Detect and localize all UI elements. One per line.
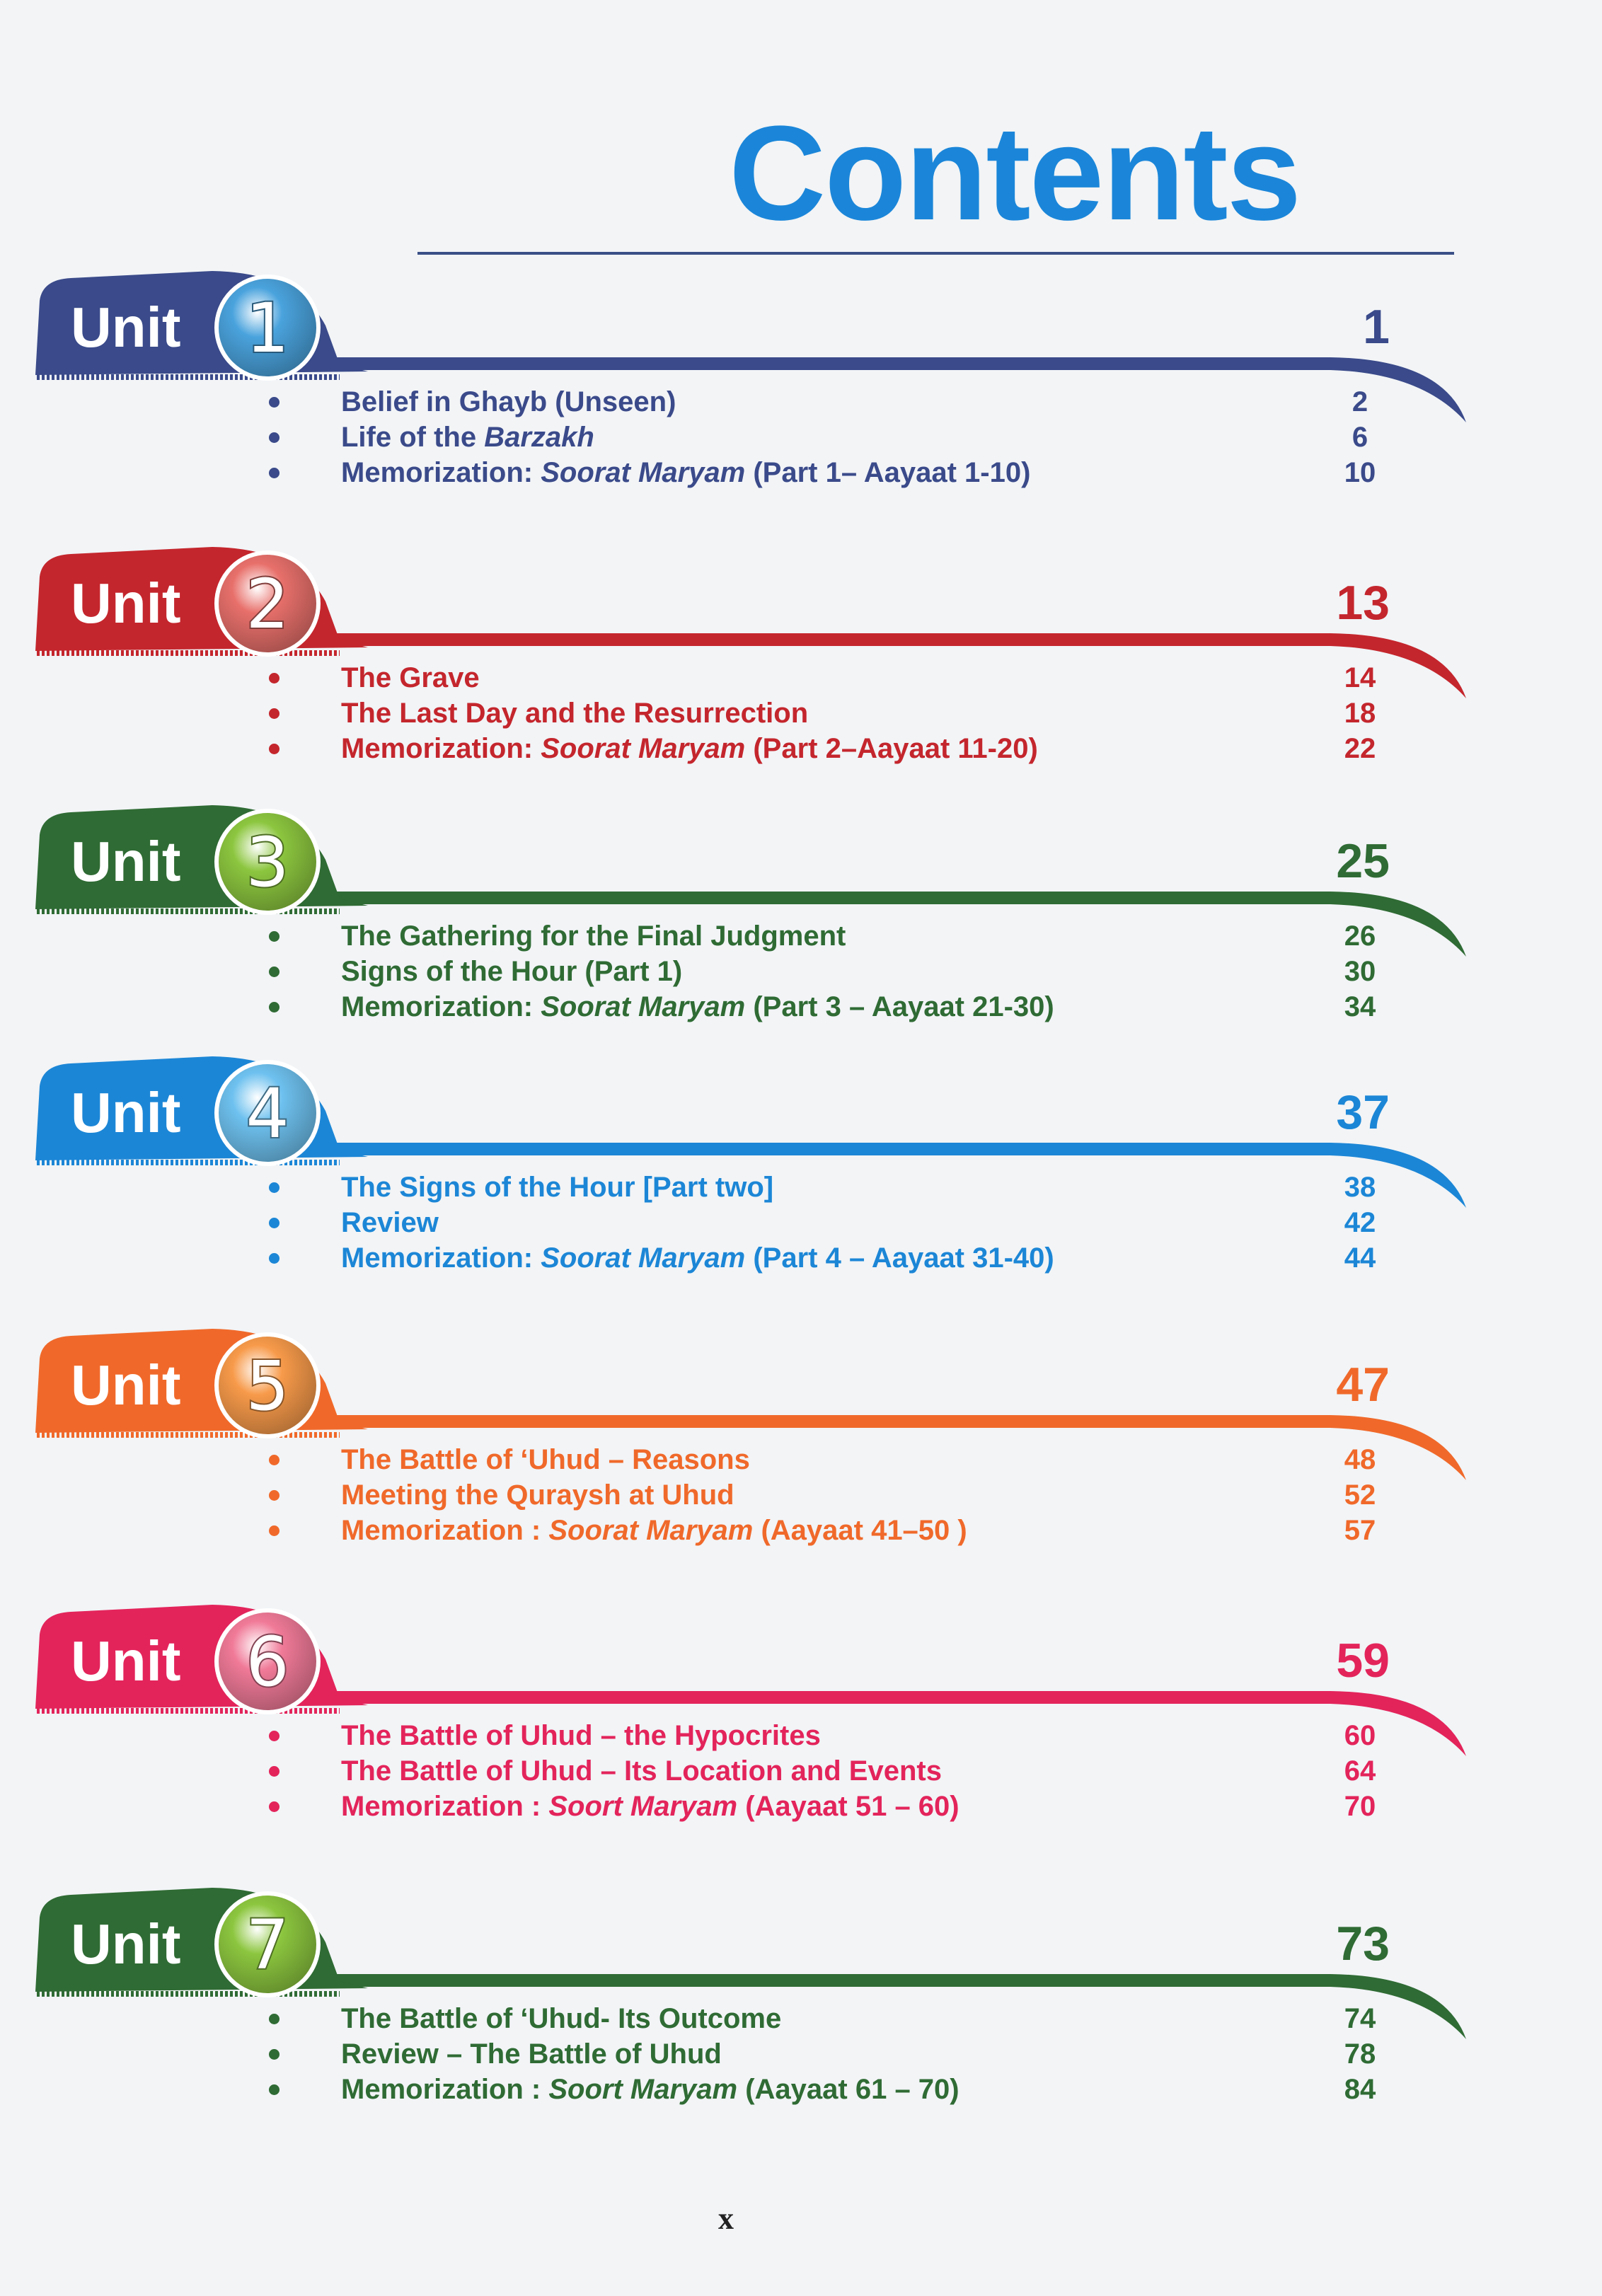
topic-title	[341, 1718, 821, 1753]
topic-title	[341, 954, 682, 989]
topic-item	[269, 1789, 1472, 1824]
bullet-icon	[269, 1182, 280, 1193]
topic-page: 74	[1344, 2003, 1376, 2034]
bullet-icon	[269, 1002, 280, 1013]
unit-number: 4	[246, 1074, 289, 1153]
topic-page: 84	[1344, 2074, 1376, 2105]
topic-page: 48	[1344, 1444, 1376, 1475]
topic-page: 60	[1344, 1720, 1376, 1751]
topic-page: 22	[1344, 733, 1376, 764]
topic-page: 78	[1344, 2038, 1376, 2070]
topic-page: 10	[1344, 457, 1376, 488]
bullet-icon	[269, 2049, 280, 2060]
topic-title-part: Review – The Battle of Uhud	[341, 2038, 722, 2070]
unit-start-page: 13	[1336, 576, 1390, 630]
unit-block	[0, 1875, 1602, 2144]
unit-label: Unit	[71, 1913, 181, 1975]
topic-title-part: Review	[341, 1207, 439, 1238]
topic-title	[341, 918, 846, 954]
topic-title-part: (Part 3 – Aayaat 21-30)	[745, 991, 1054, 1022]
topic-title	[341, 1789, 960, 1824]
topic-item	[269, 1442, 1472, 1477]
unit-topic-list	[269, 660, 1472, 766]
topic-title	[341, 1477, 734, 1513]
unit-start-page: 47	[1336, 1358, 1390, 1412]
unit-number: 6	[246, 1622, 289, 1702]
bullet-icon	[269, 744, 280, 754]
unit-label: Unit	[71, 1081, 181, 1144]
unit-topic-list	[269, 918, 1472, 1025]
topic-page: 26	[1344, 921, 1376, 952]
topic-title-italic: Soorat Maryam	[548, 1515, 754, 1546]
topic-title	[341, 1205, 439, 1240]
topic-page: 64	[1344, 1755, 1376, 1787]
topic-page: 44	[1344, 1242, 1376, 1274]
unit-label: Unit	[71, 296, 181, 359]
unit-block	[0, 1044, 1602, 1313]
topic-item	[269, 2001, 1472, 2036]
unit-label: Unit	[71, 572, 181, 635]
unit-block	[0, 1592, 1602, 1861]
bullet-icon	[269, 673, 280, 683]
topic-page: 14	[1344, 662, 1376, 693]
topic-item	[269, 2036, 1472, 2072]
unit-number: 3	[246, 823, 289, 902]
unit-start-page: 73	[1336, 1917, 1390, 1971]
bullet-icon	[269, 708, 280, 719]
topic-item	[269, 696, 1472, 731]
topic-title	[341, 2036, 722, 2072]
topic-item	[269, 1205, 1472, 1240]
topic-page: 52	[1344, 1479, 1376, 1511]
unit-number: 5	[246, 1346, 289, 1426]
unit-start-page: 1	[1363, 300, 1390, 354]
unit-number: 1	[246, 289, 289, 368]
bullet-icon	[269, 1525, 280, 1536]
topic-title-italic: Soort Maryam	[548, 2074, 738, 2105]
topic-title-italic: Barzakh	[484, 422, 594, 453]
topic-title	[341, 2001, 781, 2036]
bullet-icon	[269, 1253, 280, 1264]
bullet-icon	[269, 1801, 280, 1812]
topic-title	[341, 420, 594, 455]
topic-title-part: The Battle of Uhud – the Hypocrites	[341, 1720, 821, 1751]
unit-topic-list	[269, 1718, 1472, 1824]
bullet-icon	[269, 1766, 280, 1777]
topic-title-italic: Soorat Maryam	[541, 733, 746, 764]
unit-topic-list	[269, 384, 1472, 490]
topic-title-part: (Part 4 – Aayaat 31-40)	[745, 1242, 1054, 1274]
unit-label: Unit	[71, 830, 181, 893]
unit-block	[0, 258, 1602, 527]
topic-title-part: Memorization:	[341, 991, 541, 1022]
topic-title-italic: Soorat Maryam	[541, 1242, 746, 1274]
topic-item	[269, 2072, 1472, 2107]
topic-title-part: Meeting the Quraysh at Uhud	[341, 1479, 734, 1511]
topic-title-part: (Aayaat 61 – 70)	[737, 2074, 960, 2105]
bullet-icon	[269, 1731, 280, 1741]
bullet-icon	[269, 468, 280, 478]
unit-start-page: 37	[1336, 1085, 1390, 1139]
topic-title	[341, 1240, 1054, 1276]
topic-item	[269, 1170, 1472, 1205]
topic-item	[269, 1753, 1472, 1789]
topic-title-part: The Grave	[341, 662, 480, 693]
topic-title	[341, 660, 480, 696]
topic-title-part: Memorization :	[341, 2074, 549, 2105]
topic-title-part: Memorization :	[341, 1515, 549, 1546]
topic-title-part: Belief in Ghayb (Unseen)	[341, 386, 676, 417]
unit-label: Unit	[71, 1354, 181, 1417]
topic-title-part: Memorization:	[341, 1242, 541, 1274]
topic-title	[341, 1753, 942, 1789]
unit-number: 7	[246, 1905, 289, 1985]
topic-title	[341, 2072, 960, 2107]
topic-item	[269, 989, 1472, 1025]
unit-block	[0, 534, 1602, 803]
unit-block	[0, 1316, 1602, 1585]
unit-topic-list	[269, 2001, 1472, 2107]
page-title: Contents	[729, 98, 1301, 248]
bullet-icon	[269, 1490, 280, 1501]
topic-page: 34	[1344, 991, 1376, 1022]
bullet-icon	[269, 2084, 280, 2095]
topic-title-part: The Battle of Uhud – Its Location and Events	[341, 1755, 942, 1787]
topic-title	[341, 989, 1054, 1025]
topic-title-part: Memorization:	[341, 457, 541, 488]
topic-title-italic: Soort Maryam	[548, 1791, 738, 1822]
topic-item	[269, 954, 1472, 989]
topic-title-part: (Part 1– Aayaat 1-10)	[745, 457, 1031, 488]
bullet-icon	[269, 967, 280, 977]
topic-page: 2	[1352, 386, 1368, 417]
topic-title-part: The Battle of ‘Uhud – Reasons	[341, 1444, 750, 1475]
topic-title-italic: Soorat Maryam	[541, 991, 746, 1022]
topic-title-part: The Battle of ‘Uhud- Its Outcome	[341, 2003, 782, 2034]
topic-title-part: (Aayaat 51 – 60)	[737, 1791, 960, 1822]
topic-title-part: The Signs of the Hour [Part two]	[341, 1172, 774, 1203]
topic-item	[269, 660, 1472, 696]
topic-title-part: Signs of the Hour (Part 1)	[341, 956, 683, 987]
topic-title-part: The Last Day and the Resurrection	[341, 698, 809, 729]
topic-title-part: (Part 2–Aayaat 11-20)	[745, 733, 1038, 764]
topic-page: 18	[1344, 698, 1376, 729]
topic-item	[269, 918, 1472, 954]
topic-item	[269, 1718, 1472, 1753]
unit-number: 2	[246, 565, 289, 644]
topic-title-part: Memorization :	[341, 1791, 549, 1822]
topic-title-part: The Gathering for the Final Judgment	[341, 921, 846, 952]
topic-item	[269, 1240, 1472, 1276]
topic-page: 57	[1344, 1515, 1376, 1546]
topic-title	[341, 455, 1030, 490]
topic-item	[269, 1513, 1472, 1548]
topic-page: 42	[1344, 1207, 1376, 1238]
topic-item	[269, 455, 1472, 490]
topic-title	[341, 1442, 750, 1477]
topic-item	[269, 1477, 1472, 1513]
unit-label: Unit	[71, 1629, 181, 1692]
bullet-icon	[269, 931, 280, 942]
topic-title	[341, 731, 1038, 766]
topic-title-part: Life of the	[341, 422, 485, 453]
title-rule	[417, 252, 1454, 255]
topic-title	[341, 1170, 773, 1205]
topic-title-part: Memorization:	[341, 733, 541, 764]
unit-start-page: 25	[1336, 834, 1390, 888]
bullet-icon	[269, 397, 280, 408]
topic-title	[341, 1513, 967, 1548]
bullet-icon	[269, 1218, 280, 1228]
footer-page-number: x	[718, 2201, 734, 2236]
topic-page: 6	[1352, 422, 1368, 453]
topic-title-italic: Soorat Maryam	[541, 457, 746, 488]
topic-title	[341, 696, 808, 731]
topic-title	[341, 384, 676, 420]
topic-item	[269, 731, 1472, 766]
topic-item	[269, 420, 1472, 455]
bullet-icon	[269, 432, 280, 443]
topic-page: 38	[1344, 1172, 1376, 1203]
topic-page: 70	[1344, 1791, 1376, 1822]
bullet-icon	[269, 2014, 280, 2024]
topic-page: 30	[1344, 956, 1376, 987]
topic-item	[269, 384, 1472, 420]
topic-title-part: (Aayaat 41–50 )	[753, 1515, 967, 1546]
unit-block	[0, 792, 1602, 1061]
unit-topic-list	[269, 1442, 1472, 1548]
bullet-icon	[269, 1455, 280, 1465]
unit-start-page: 59	[1336, 1634, 1390, 1688]
unit-topic-list	[269, 1170, 1472, 1276]
